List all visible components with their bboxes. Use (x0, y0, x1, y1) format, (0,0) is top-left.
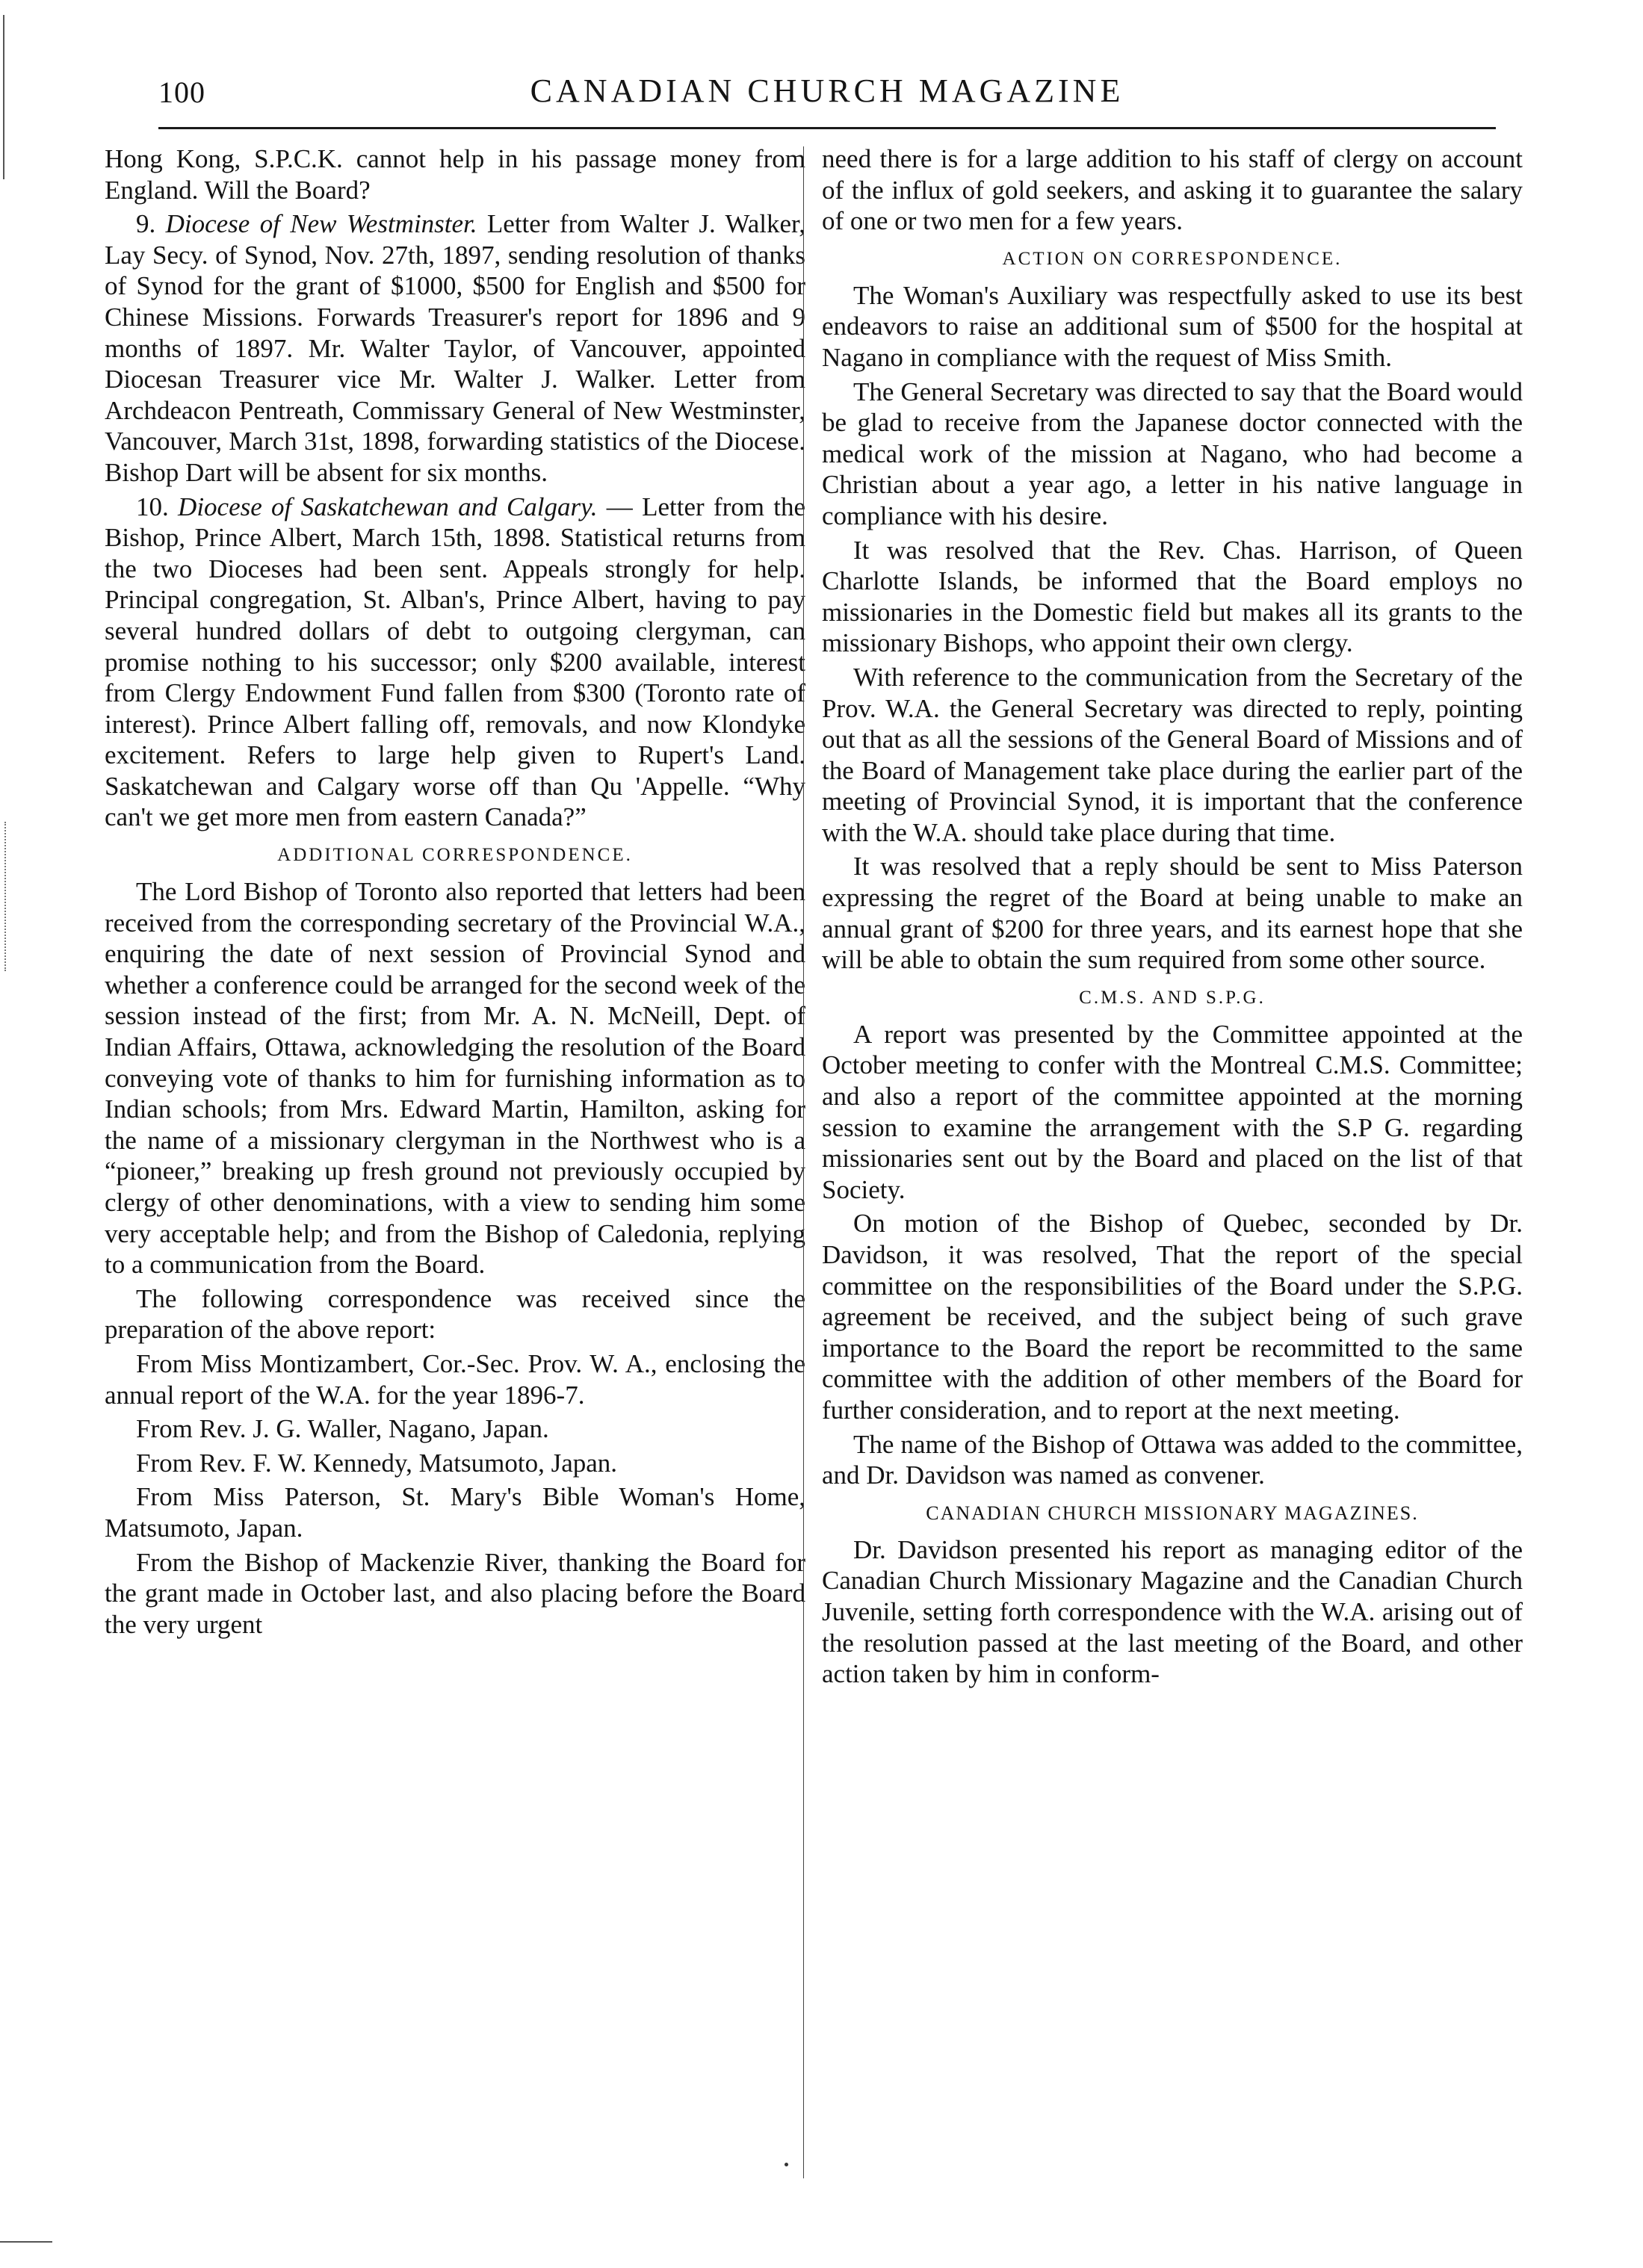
paragraph-body: — Letter from the Bishop, Prince Albert, March 15th, 1898. Statistical returns from the two Dioceses had been sent. Appeals strongly for help. Principal congregation, St. Alban's, Prince Albert, having to pay several hundred dollars of debt to outgoing clergyman, can promise nothing to his successor; only $200 available, interest from Clergy Endowment Fund fallen from $300 (Toronto rate of interest). Prince Albert falling off, removals, and now Klondyke excitement. Refers to large help given to Rupert's Land. Saskatchewan and Calgary worse off than Qu 'Appelle. “Why can't we get more men from eastern Canada?” (105, 492, 805, 832)
section-heading: CANADIAN CHURCH MISSIONARY MAGAZINES. (926, 1502, 1419, 1524)
paragraph: Dr. Davidson presented his report as managing editor of the Canadian Church Missionary Magazine and the Canadian Church Juvenile, setting forth correspondence with the W.A. arising out of the resolution passed at the last meeting of the Board, and other action taken by him in conform- (822, 1534, 1523, 1689)
diocese-title: Diocese of New Westminster. (165, 209, 477, 239)
right-column (822, 143, 1523, 1693)
scan-speck (785, 2163, 788, 2166)
paragraph: From Rev. F. W. Kennedy, Matsumoto, Japan. (136, 1448, 618, 1478)
paragraph: It was resolved that a reply should be sent to Miss Paterson expressing the regret of the Board at being unable to make an annual grant of $200 for three years, and its earnest hope that she will be able to obtain the sum required from some other source. (822, 852, 1523, 975)
paragraph: From the Bishop of Mackenzie River, thanking the Board for the grant made in October last, and also placing before the Board the very urgent (105, 1547, 805, 1639)
running-title: CANADIAN CHURCH MAGAZINE (530, 72, 1124, 109)
paragraph: The name of the Bishop of Ottawa was added to the committee, and Dr. Davidson was named as convener. (822, 1429, 1523, 1490)
paragraph: The following correspondence was received since the preparation of the above report: (105, 1283, 805, 1345)
scan-edge-mark (0, 2241, 52, 2243)
page-number: 100 (158, 75, 205, 109)
paragraph: A report was presented by the Committee appointed at the October meeting to confer with the Montreal C.M.S. Committee; and also a report of the committee appointed at the morning session to examine the arrangement with the S.P G. regarding missionaries sent out by the Board and placed on the list of that Society. (822, 1019, 1523, 1204)
left-column (105, 143, 805, 1643)
paragraph: Hong Kong, S.P.C.K. cannot help in his passage money from England. Will the Board? (105, 144, 805, 205)
section-heading: ACTION ON CORRESPONDENCE. (1002, 248, 1343, 269)
column-divider (803, 146, 804, 2178)
item-number: 10. (136, 492, 169, 521)
paragraph: From Miss Montizambert, Cor.-Sec. Prov. W. A., enclosing the annual report of the W.A. for the year 1896-7. (105, 1348, 805, 1410)
section-heading: ADDITIONAL CORRESPONDENCE. (277, 845, 633, 866)
paragraph: From Miss Paterson, St. Mary's Bible Woman's Home, Matsumoto, Japan. (105, 1482, 805, 1543)
paragraph: The Woman's Auxiliary was respectfully asked to use its best endeavors to raise an additional sum of $500 for the hospital at Nagano in compliance with the request of Miss Smith. (822, 280, 1523, 372)
paragraph: The General Secretary was directed to say that the Board would be glad to receive from the Japanese doctor connected with the medical work of the mission at Nagano, who had become a Christian about a year ago, a letter in his native language in compliance with his desire. (822, 377, 1523, 530)
item-number: 9. (136, 209, 156, 239)
paragraph: The Lord Bishop of Toronto also reported that letters had been received from the corresponding secretary of the Provincial W.A., enquiring the date of next session of Provincial Synod and whether a conference could be arranged for the second week of the session instead of the first; from Mr. A. N. McNeill, Dept. of Indian Affairs, Ottawa, acknowledging the resolution of the Board conveying vote of thanks to him for furnishing information as to Indian schools; from Mrs. Edward Martin, Hamilton, asking for the name of a missionary clergyman in the Northwest who is a “pioneer,” breaking up fresh ground not previously occupied by clergy of other denominations, with a view to sending him some very acceptable help; and from the Bishop of Caledonia, replying to a communication from the Board. (105, 877, 805, 1280)
section-heading: C.M.S. AND S.P.G. (1079, 987, 1266, 1008)
scan-margin-marks (4, 822, 9, 971)
paragraph-body: Letter from Walter J. Walker, Lay Secy. of Synod, Nov. 27th, 1897, sending resolution of thanks of Synod for the grant of $1000, $500 for English and $500 for Chinese Missions. Forwards Treasurer's report for 1896 and 9 months of 1897. Mr. Walter Taylor, of Vancouver, appointed Diocesan Treasurer vice Mr. Walter J. Walker. Letter from Archdeacon Pentreath, Commissary General of New Westminster, Vancouver, March 31st, 1898, forwarding statistics of the Diocese. Bishop Dart will be absent for six months. (105, 209, 805, 487)
paragraph: need there is for a large addition to his staff of clergy on account of the influx of gold seekers, and asking it to guarantee the salary of one or two men for a few years. (822, 144, 1523, 236)
scan-edge-line (3, 15, 4, 179)
paragraph: From Rev. J. G. Waller, Nagano, Japan. (136, 1414, 549, 1444)
diocese-title: Diocese of Saskatchewan and Calgary. (178, 492, 598, 521)
page-header (158, 72, 1496, 121)
paragraph-diocese-new-westminster (105, 208, 805, 488)
paragraph: It was resolved that the Rev. Chas. Harrison, of Queen Charlotte Islands, be informed that the Board employs no missionaries in the Domestic field but makes all its grants to the missionary Bishops, who appoint their own clergy. (822, 535, 1523, 658)
paragraph-diocese-saskatchewan (105, 492, 805, 834)
paragraph: With reference to the communication from the Secretary of the Prov. W.A. the General Secretary was directed to reply, pointing out that as all the sessions of the General Board of Missions and of the Board of Management take place during the earlier part of the meeting of Provincial Synod, it is important that the conference with the W.A. should take place during that time. (822, 662, 1523, 847)
header-rule (158, 127, 1496, 129)
paragraph: On motion of the Bishop of Quebec, seconded by Dr. Davidson, it was resolved, That the report of the special committee on the responsibilities of the Board under the S.P.G. agreement be received, and the subject being of such grave importance to the Board the report be recommitted to the same committee with the addition of other members of the Board for further consideration, and to report at the next meeting. (822, 1209, 1523, 1425)
